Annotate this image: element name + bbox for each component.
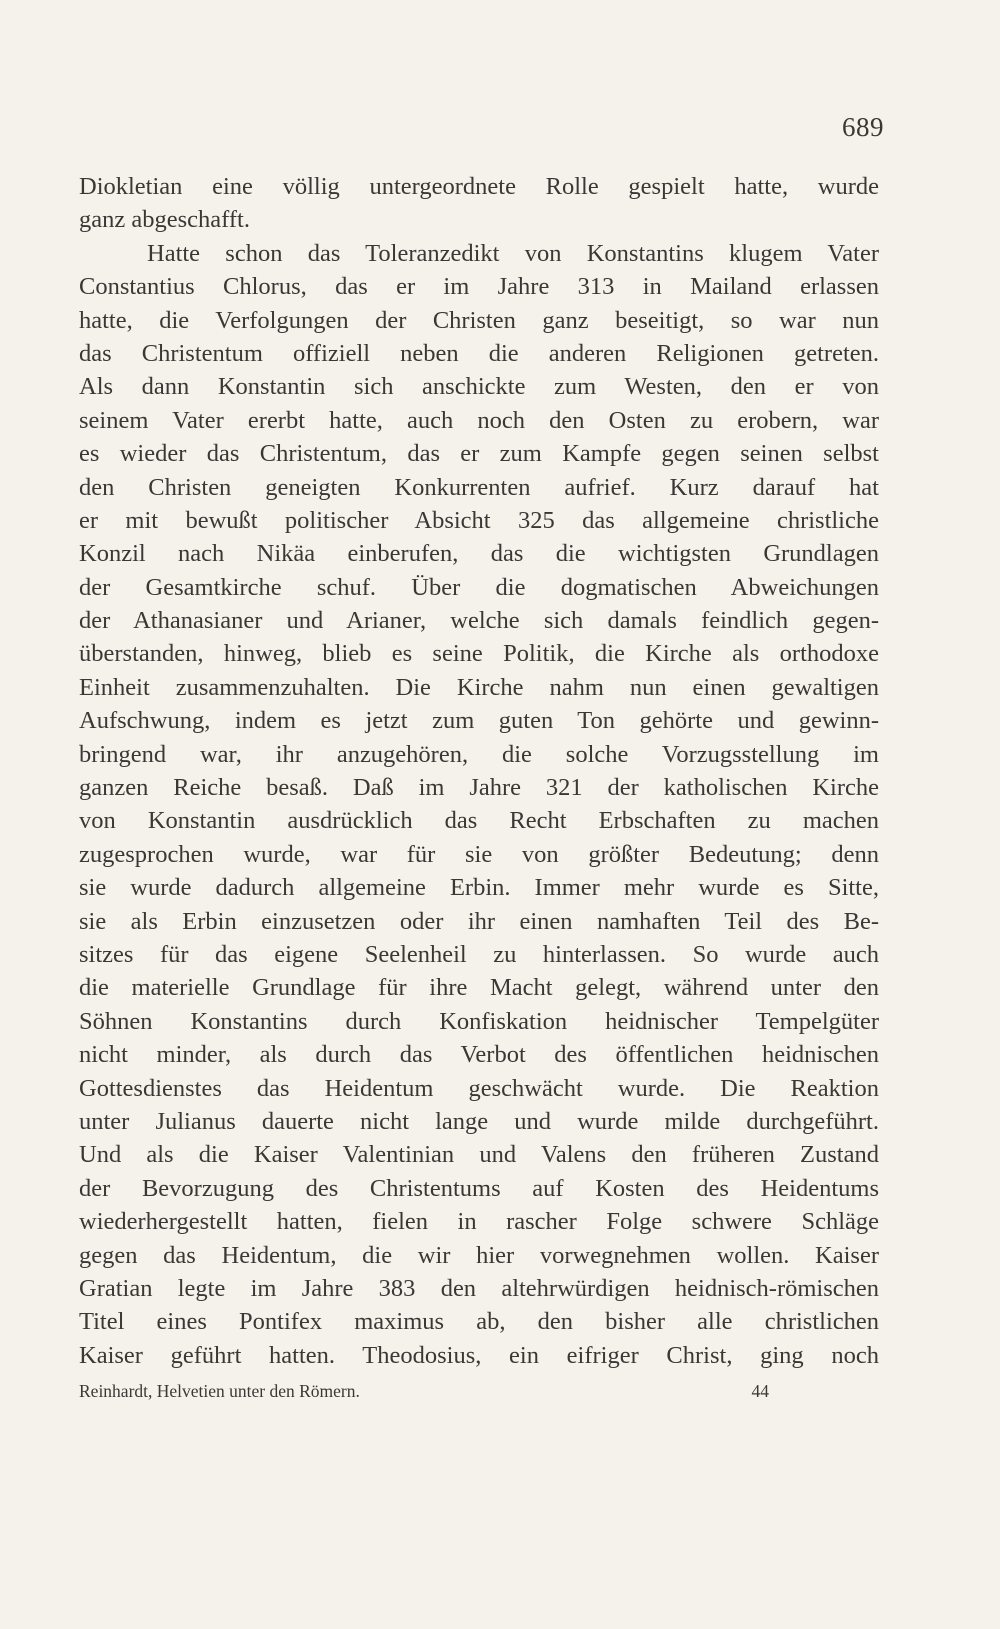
text-line: Gottesdienstes das Heidentum geschwächt wurde. Die Reaktion xyxy=(79,1074,879,1102)
text-line: überstanden, hinweg, blieb es seine Politik, die Kirche als orthodoxe xyxy=(79,640,879,668)
text-line: Aufschwung, indem es jetzt zum guten Ton gehörte und gewinn- xyxy=(79,707,879,735)
text-line: ganzen Reiche besaß. Daß im Jahre 321 der katholischen Kirche xyxy=(79,774,879,802)
text-line: die materielle Grundlage für ihre Macht gelegt, während unter den xyxy=(79,974,879,1002)
text-line: sitzes für das eigene Seelenheil zu hinterlassen. So wurde auch xyxy=(79,940,879,968)
text-line: Constantius Chlorus, das er im Jahre 313 in Mailand erlassen xyxy=(79,273,879,301)
text-line: Söhnen Konstantins durch Konfiskation heidnischer Tempelgüter xyxy=(79,1007,879,1035)
footer-signature: Reinhardt, Helvetien unter den Römern. xyxy=(79,1381,360,1401)
page-number: 689 xyxy=(842,112,884,142)
text-line: nicht minder, als durch das Verbot des öffentlichen heidnischen xyxy=(79,1041,879,1069)
text-line: Hatte schon das Toleranzedikt von Konstantins klugem Vater xyxy=(147,239,879,267)
text-line: Gratian legte im Jahre 383 den altehrwürdigen heidnisch-römischen xyxy=(79,1274,879,1302)
text-line: Einheit zusammenzuhalten. Die Kirche nahm nun einen gewaltigen xyxy=(79,673,879,701)
text-line: wiederhergestellt hatten, fielen in rascher Folge schwere Schläge xyxy=(79,1208,879,1236)
text-line: ganz abgeschafft. xyxy=(79,206,250,234)
text-line: seinem Vater ererbt hatte, auch noch den Osten zu erobern, war xyxy=(79,406,879,434)
text-line: hatte, die Verfolgungen der Christen ganz beseitigt, so war nun xyxy=(79,306,879,334)
text-line: zugesprochen wurde, war für sie von größter Bedeutung; denn xyxy=(79,840,879,868)
text-line: der Athanasianer und Arianer, welche sich damals feindlich gegen- xyxy=(79,607,879,635)
text-line: der Gesamtkirche schuf. Über die dogmatischen Abweichungen xyxy=(79,573,879,601)
text-line: bringend war, ihr anzugehören, die solche Vorzugsstellung im xyxy=(79,740,879,768)
text-line: gegen das Heidentum, die wir hier vorwegnehmen wollen. Kaiser xyxy=(79,1241,879,1269)
text-line: Titel eines Pontifex maximus ab, den bisher alle christlichen xyxy=(79,1308,879,1336)
sheet-number: 44 xyxy=(751,1381,769,1401)
text-line: sie als Erbin einzusetzen oder ihr einen namhaften Teil des Be- xyxy=(79,907,879,935)
text-line: Konzil nach Nikäa einberufen, das die wichtigsten Grundlagen xyxy=(79,540,879,568)
text-line: der Bevorzugung des Christentums auf Kosten des Heidentums xyxy=(79,1174,879,1202)
text-line: das Christentum offiziell neben die anderen Religionen getreten. xyxy=(79,339,879,367)
text-line: Kaiser geführt hatten. Theodosius, ein eifriger Christ, ging noch xyxy=(79,1341,879,1369)
text-line: sie wurde dadurch allgemeine Erbin. Immer mehr wurde es Sitte, xyxy=(79,874,879,902)
text-line: Diokletian eine völlig untergeordnete Rolle gespielt hatte, wurde xyxy=(79,173,879,200)
page-footer xyxy=(79,1381,769,1402)
text-line: unter Julianus dauerte nicht lange und wurde milde durchgeführt. xyxy=(79,1107,879,1135)
text-line: von Konstantin ausdrücklich das Recht Erbschaften zu machen xyxy=(79,807,879,835)
text-line: er mit bewußt politischer Absicht 325 das allgemeine christliche xyxy=(79,506,879,534)
body-text xyxy=(79,170,879,1372)
text-line: den Christen geneigten Konkurrenten aufrief. Kurz darauf hat xyxy=(79,473,879,501)
text-line: Als dann Konstantin sich anschickte zum Westen, den er von xyxy=(79,373,879,401)
text-line: Und als die Kaiser Valentinian und Valens den früheren Zustand xyxy=(79,1141,879,1169)
text-line: es wieder das Christentum, das er zum Kampfe gegen seinen selbst xyxy=(79,440,879,468)
